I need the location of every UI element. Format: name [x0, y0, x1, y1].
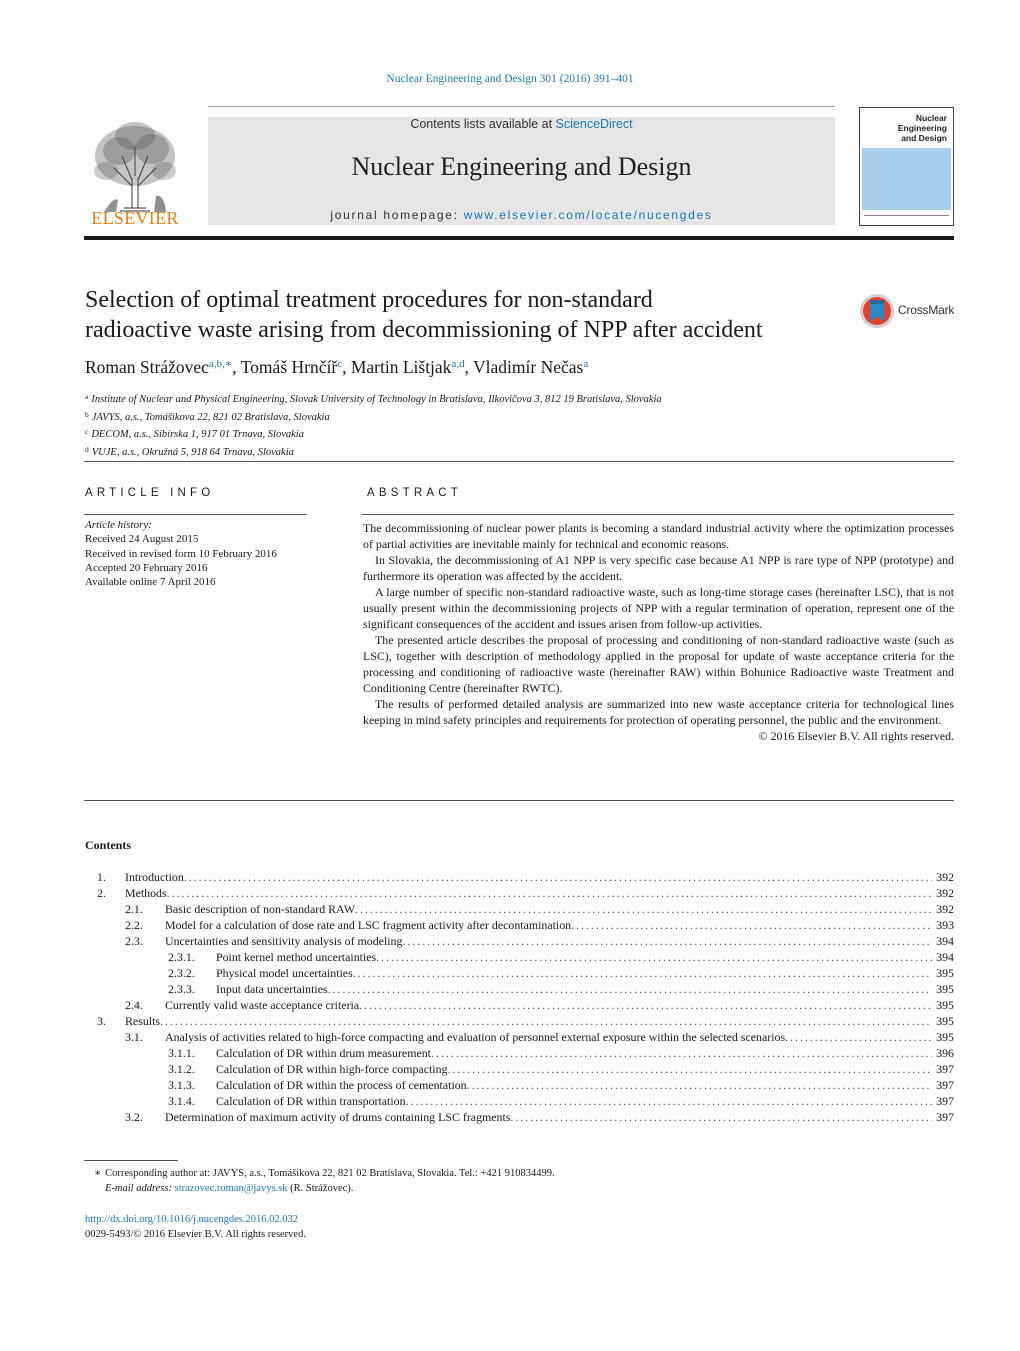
- cover-title: Nuclear Engineering and Design: [897, 113, 947, 143]
- affiliation: $^b$ JAVYS, a.s., Tomášikova 22, 821 02 Bratislava, Slovakia: [85, 409, 330, 423]
- author-list: Roman Strážovec$^{a,b,∗}$, Tomáš Hrnčíř$^c$, Martin Lištjak$^{a,d}$, Vladimír Nečas$^a$: [85, 357, 589, 377]
- article-history: [85, 518, 307, 589]
- doi-link[interactable]: http://dx.doi.org/10.1016/j.nucengdes.2016.02.032: [85, 1214, 299, 1225]
- contents-heading: Contents: [85, 838, 132, 852]
- history-entry: Received in revised form 10 February 2016: [85, 547, 277, 560]
- history-entry: Accepted 20 February 2016: [85, 561, 208, 574]
- toc-entry[interactable]: 2. Methods . . . 392: [85, 885, 954, 901]
- affiliation: $^a$ Institute of Nuclear and Physical Engineering, Slovak University of Technology in Bratislava, Ilkovičova 3, 812 19 Bratislava, Slovakia: [85, 392, 662, 405]
- affiliations: [85, 390, 945, 460]
- header-rule: [208, 106, 835, 107]
- section-rule: [84, 461, 954, 462]
- homepage-link[interactable]: www.elsevier.com/locate/nucengdes: [463, 208, 713, 222]
- article-title: Selection of optimal treatment procedures for non-standard radioactive waste arising from decommissioning of NPP after accident: [85, 287, 763, 343]
- doi-block: [85, 1213, 306, 1242]
- abstract-body: [363, 520, 954, 744]
- footnote-rule: [84, 1160, 178, 1161]
- author-affil-marks[interactable]: c: [337, 358, 343, 370]
- abstract-paragraph: A large number of specific non-standard radioactive waste, such as long-time storage cases (hereinafter LSC), that is not usually present within the decommissioning projects of NPP with a regular termination of operation, represent one of the significant consequences of the accident and issues arisen from follow-up activities.: [363, 585, 954, 631]
- history-label: Article history:: [85, 519, 152, 531]
- journal-title: Nuclear Engineering and Design: [351, 152, 692, 181]
- journal-cover-thumbnail[interactable]: [859, 107, 954, 226]
- abstract-paragraph: The results of performed detailed analysis are summarized into new waste acceptance criteria for technological lines keeping in mind safety principles and requirements for protection of operating personnel, the public and the environment.: [363, 697, 954, 727]
- article-info-rule: [84, 514, 307, 515]
- contents-availability: Contents lists available at ScienceDirect: [410, 117, 633, 131]
- toc-entry[interactable]: 3.1. Analysis of activities related to high-force compacting and evaluation of personnel external exposure within the selected scenarios . . . 395: [85, 1029, 954, 1045]
- corresponding-author-footnote: ∗ Corresponding author at: JAVYS, a.s., Tomášikova 22, 821 02 Bratislava, Slovakia. Tel.: +421 910834499. E-mail address: strazovec.roman@javys.sk (R. Strážovec).: [85, 1167, 945, 1196]
- abstract-heading: ABSTRACT: [367, 487, 462, 499]
- elsevier-wordmark: ELSEVIER: [91, 208, 179, 228]
- toc-entry[interactable]: 3.1.4. Calculation of DR within transportation . . . 397: [85, 1093, 954, 1109]
- author-name[interactable]: Roman Strážovec: [85, 357, 209, 377]
- footnote-marker: ∗: [94, 1168, 102, 1179]
- section-rule: [84, 800, 954, 801]
- header-thick-rule: [84, 236, 954, 240]
- affiliation: $^d$ VUJE, a.s., Okružná 5, 918 64 Trnava, Slovakia: [85, 444, 294, 458]
- toc-entry[interactable]: 2.2. Model for a calculation of dose rate and LSC fragment activity after decontamination . . . 393: [85, 917, 954, 933]
- table-of-contents: [85, 869, 954, 1125]
- toc-entry[interactable]: 2.4. Currently valid waste acceptance criteria . . . 395: [85, 997, 954, 1013]
- author-name[interactable]: Vladimír Nečas: [473, 357, 584, 377]
- issn-line: 0029-5493/© 2016 Elsevier B.V. All rights reserved.: [85, 1228, 306, 1240]
- article-info-heading: ARTICLE INFO: [85, 487, 215, 499]
- toc-entry[interactable]: 2.3.2. Physical model uncertainties . . . 395: [85, 965, 954, 981]
- journal-citation[interactable]: Nuclear Engineering and Design 301 (2016) 391–401: [386, 73, 634, 85]
- author-affil-marks[interactable]: a,b,∗: [208, 358, 233, 370]
- email-link[interactable]: strazovec.roman@javys.sk: [174, 1182, 288, 1194]
- author-affil-marks[interactable]: a,d: [451, 358, 465, 370]
- toc-entry[interactable]: 2.3. Uncertainties and sensitivity analysis of modeling . . . 394: [85, 933, 954, 949]
- author-affil-marks[interactable]: a: [583, 358, 589, 370]
- history-entry: Available online 7 April 2016: [85, 576, 216, 589]
- author-name[interactable]: Martin Lištjak: [350, 357, 452, 377]
- toc-entry[interactable]: 3.1.2. Calculation of DR within high-force compacting . . . 397: [85, 1061, 954, 1077]
- history-entry: Received 24 August 2015: [85, 533, 199, 546]
- cover-image: [862, 148, 951, 210]
- toc-entry[interactable]: 3.1.1. Calculation of DR within drum measurement . . . 396: [85, 1045, 954, 1061]
- journal-homepage: journal homepage: www.elsevier.com/locate/nucengdes: [330, 208, 713, 222]
- toc-entry[interactable]: 2.3.1. Point kernel method uncertainties . . . 394: [85, 949, 954, 965]
- toc-entry[interactable]: 3.1.3. Calculation of DR within the process of cementation . . . 397: [85, 1077, 954, 1093]
- toc-entry[interactable]: 3.2. Determination of maximum activity of drums containing LSC fragments . . . 397: [85, 1109, 954, 1125]
- toc-entry[interactable]: 2.3.3. Input data uncertainties . . . 395: [85, 981, 954, 997]
- toc-entry[interactable]: 3. Results . . . 395: [85, 1013, 954, 1029]
- abstract-rule: [362, 514, 954, 515]
- abstract-paragraph: In Slovakia, the decommissioning of A1 NPP is very specific case because A1 NPP is rare type of NPP (prototype) and furthermore its operation was affected by the accident.: [363, 553, 954, 583]
- abstract-paragraph: The presented article describes the proposal of processing and conditioning of non-standard radioactive waste (such as LSC), together with description of methodology applied in the proposal for update of waste acceptance criteria for the processing and conditioning of radioactive waste (hereinafter RAW) within Bohunice Radioactive waste Treatment and Conditioning Centre (hereinafter RWTC).: [363, 633, 954, 695]
- crossmark-label[interactable]: CrossMark: [898, 303, 955, 317]
- toc-entry[interactable]: 2.1. Basic description of non-standard RAW . . . 392: [85, 901, 954, 917]
- affiliation: $^c$ DECOM, a.s., Sibírska 1, 917 01 Trnava, Slovakia: [85, 427, 304, 440]
- abstract-copyright: © 2016 Elsevier B.V. All rights reserved.: [758, 729, 954, 743]
- toc-entry[interactable]: 1. Introduction . . . 392: [85, 869, 954, 885]
- abstract-paragraph: The decommissioning of nuclear power plants is becoming a standard industrial activity where the optimization processes of partial activities are inevitable mainly for technical and economic reasons.: [363, 521, 954, 551]
- sciencedirect-link[interactable]: ScienceDirect: [555, 117, 633, 131]
- author-name[interactable]: Tomáš Hrnčíř: [240, 357, 338, 377]
- cover-footer: [864, 215, 949, 222]
